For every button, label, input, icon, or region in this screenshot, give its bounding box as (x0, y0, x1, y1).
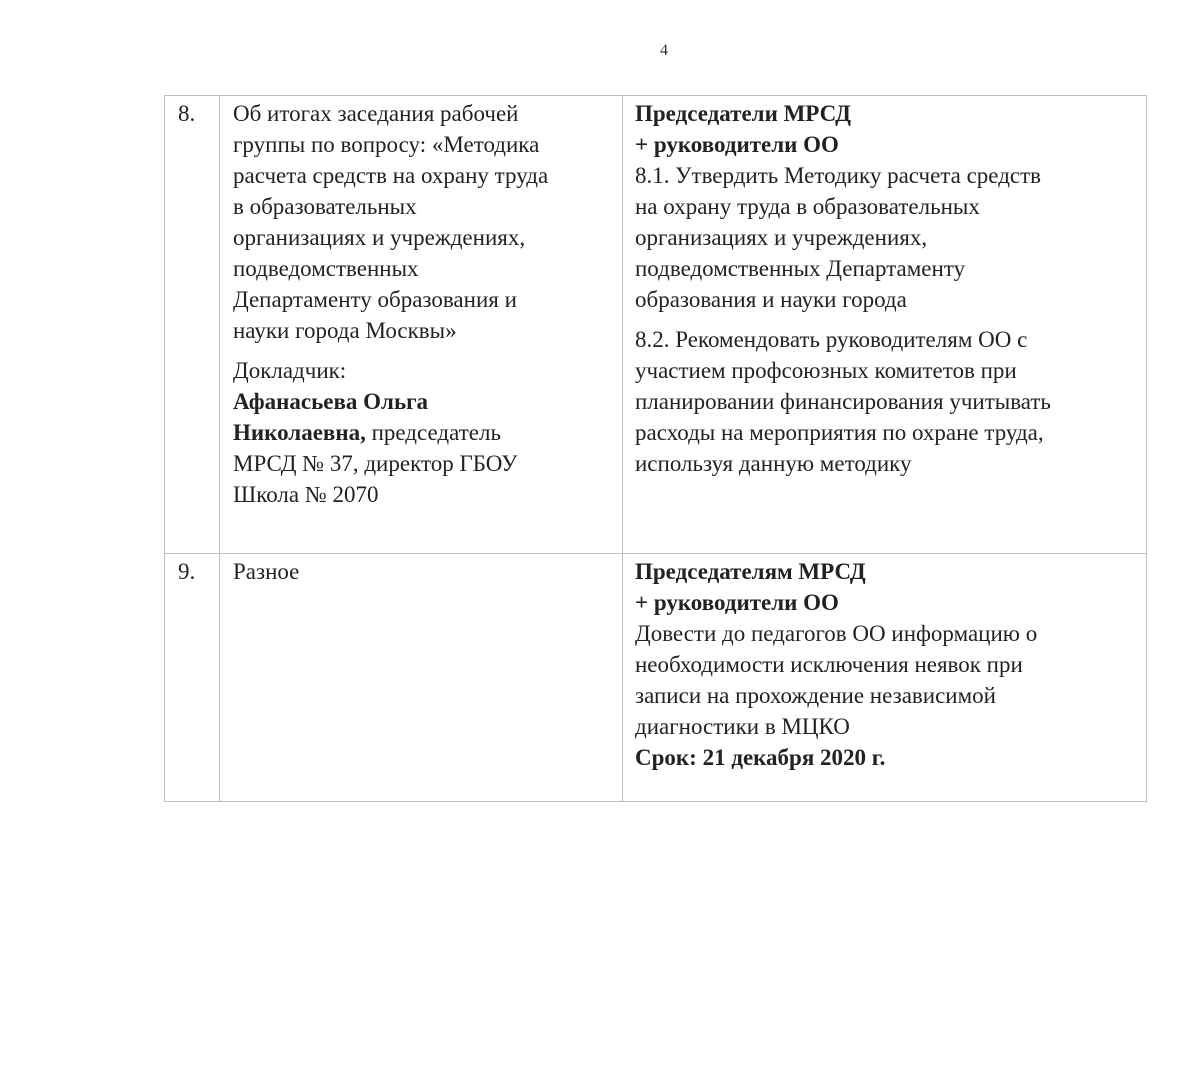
speaker-details-line: МРСД № 37, директор ГБОУ (233, 451, 518, 476)
speaker-patronymic: Николаевна, (233, 420, 366, 445)
speaker-details-line: Школа № 2070 (233, 482, 379, 507)
topic-line: Департаменту образования и (233, 287, 517, 312)
speaker-label: Докладчик: (233, 358, 347, 383)
speaker-name-line (233, 417, 612, 448)
responsible-line: Председателям МРСД (635, 559, 866, 584)
topic-cell (220, 554, 623, 802)
decision-line: необходимости исключения неявок при (635, 652, 1023, 677)
deadline: Срок: 21 декабря 2020 г. (635, 745, 886, 770)
speaker-name: Афанасьева Ольга (233, 389, 429, 414)
topic-line: Разное (233, 559, 300, 584)
topic-cell (220, 96, 623, 554)
row-number-cell (165, 96, 220, 554)
page-number: 4 (660, 42, 668, 59)
responsible-line: Председатели МРСД (635, 101, 851, 126)
decision-line: записи на прохождение независимой (635, 683, 996, 708)
topic-line: группы по вопросу: «Методика (233, 132, 540, 157)
decision-line: используя данную методику (635, 451, 912, 476)
decision-line: организациях и учреждениях, (635, 225, 928, 250)
decision-cell (623, 96, 1147, 554)
row-number: 8. (178, 101, 196, 126)
row-number-cell (165, 554, 220, 802)
topic-text (233, 98, 612, 346)
topic-line: в образовательных (233, 194, 417, 219)
topic-line: расчета средств на охрану труда (233, 163, 549, 188)
speaker-block (233, 355, 612, 510)
decision-line: расходы на мероприятия по охране труда, (635, 420, 1044, 445)
topic-line: подведомственных (233, 256, 419, 281)
decision-line: участием профсоюзных комитетов при (635, 358, 1017, 383)
decision-line: диагностики в МЦКО (635, 714, 850, 739)
decision-cell (623, 554, 1147, 802)
responsible-line: + руководители ОО (635, 132, 839, 157)
responsible-line: + руководители ОО (635, 590, 839, 615)
decision-line: 8.1. Утвердить Методику расчета средств (635, 163, 1042, 188)
row-number: 9. (178, 559, 196, 584)
table-row (165, 554, 1147, 802)
decision-8-2-block (635, 324, 1136, 479)
topic-line: науки города Москвы» (233, 318, 457, 343)
agenda-table (164, 95, 1147, 802)
topic-line: Об итогах заседания рабочей (233, 101, 519, 126)
responsible-block (635, 98, 1136, 315)
speaker-position: председатель (365, 420, 501, 445)
decision-line: Довести до педагогов ОО информацию о (635, 621, 1038, 646)
table-row (165, 96, 1147, 554)
decision-line: на охрану труда в образовательных (635, 194, 980, 219)
topic-line: организациях и учреждениях, (233, 225, 526, 250)
decision-line: 8.2. Рекомендовать руководителям ОО с (635, 327, 1028, 352)
decision-line: подведомственных Департаменту (635, 256, 966, 281)
decision-line: планировании финансирования учитывать (635, 389, 1051, 414)
decision-line: образования и науки города (635, 287, 907, 312)
